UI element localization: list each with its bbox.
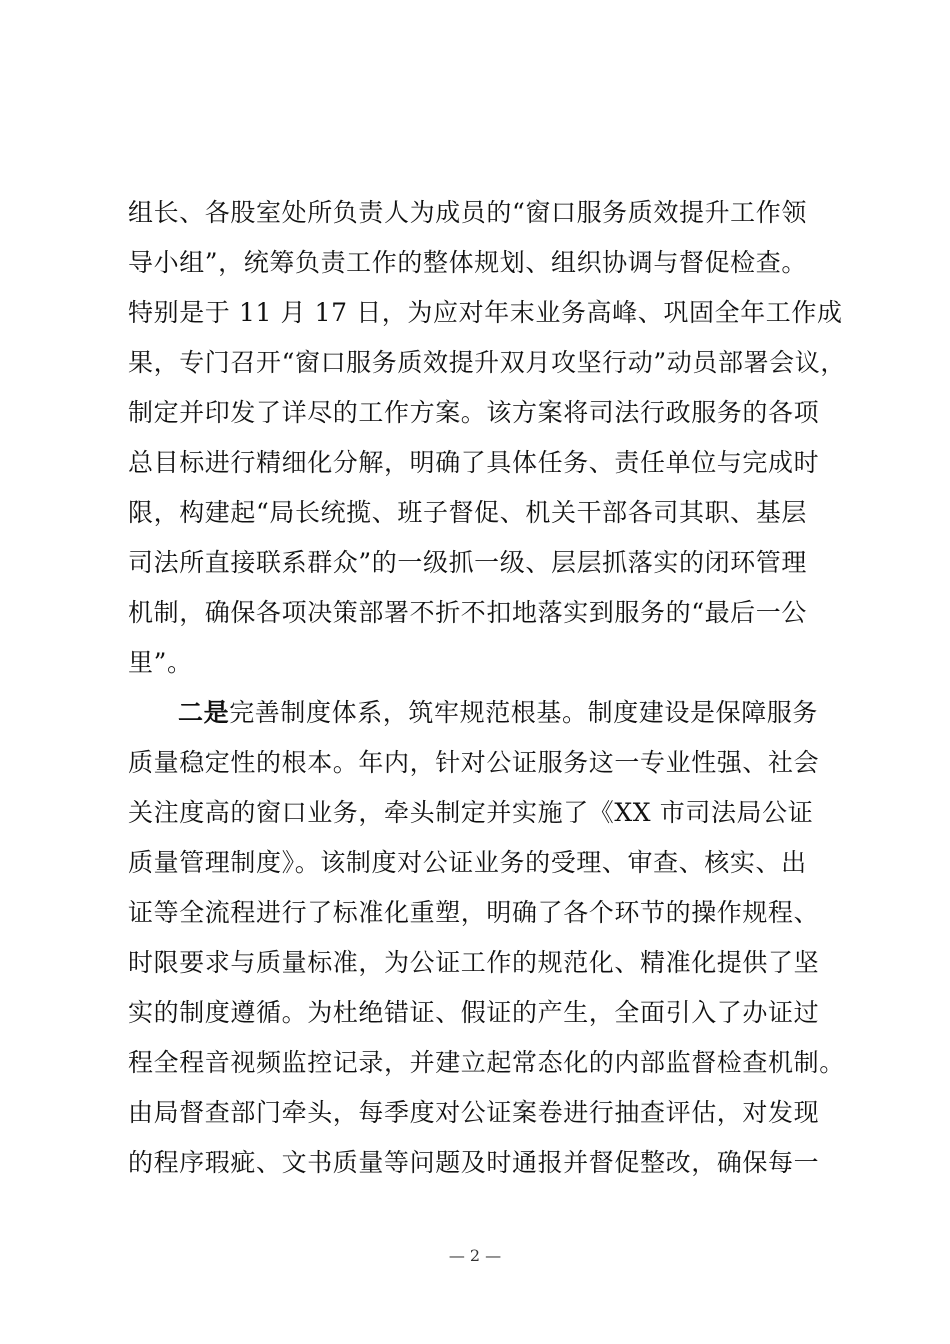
section-2-heading-text: 完善制度体系，筑牢规范根基。制度建设是保障服务 [229,698,819,727]
paragraph-line: 总目标进行精细化分解，明确了具体任务、责任单位与完成时 [128,448,820,477]
paragraph-line: 果，专门召开“窗口服务质效提升双月攻坚行动”动员部署会议， [128,348,846,377]
paragraph-line: 组长、各股室处所负责人为成员的“窗口服务质效提升工作领 [128,198,807,227]
paragraph-line: 实的制度遵循。为杜绝错证、假证的产生，全面引入了办证过 [128,998,820,1027]
paragraph-line: 质量稳定性的根本。年内，针对公证服务这一专业性强、社会 [128,748,820,777]
paragraph-line: 机制，确保各项决策部署不折不扣地落实到服务的“最后一公 [128,598,807,627]
paragraph-line: 特别是于 11 月 17 日，为应对年末业务高峰、巩固全年工作成 [128,298,843,327]
paragraph-line: 里”。 [128,648,193,677]
paragraph-line: 限，构建起“局长统揽、班子督促、机关干部各司其职、基层 [128,498,807,527]
paragraph-line: 制定并印发了详尽的工作方案。该方案将司法行政服务的各项 [128,398,820,427]
page-number: — 2 — [448,1246,502,1265]
paragraph-line: 司法所直接联系群众”的一级抓一级、层层抓落实的闭环管理 [128,548,807,577]
paragraph-line: 程全程音视频监控记录，并建立起常态化的内部监督检查机制。 [128,1048,845,1077]
paragraph-line: 由局督查部门牵头，每季度对公证案卷进行抽查评估，对发现 [128,1098,820,1127]
paragraph-line: 关注度高的窗口业务，牵头制定并实施了《XX 市司法局公证 [128,798,814,827]
paragraph-line: 的程序瑕疵、文书质量等问题及时通报并督促整改，确保每一 [128,1148,820,1177]
section-2-first-line [178,693,848,733]
section-2-lead: 二是 [178,698,230,727]
paragraph-line: 时限要求与质量标准，为公证工作的规范化、精准化提供了坚 [128,948,820,977]
paragraph-line: 证等全流程进行了标准化重塑，明确了各个环节的操作规程、 [128,898,820,927]
paragraph-line: 导小组”，统筹负责工作的整体规划、组织协调与督促检查。 [128,248,807,277]
paragraph-line: 质量管理制度》。该制度对公证业务的受理、审查、核实、出 [128,848,807,877]
